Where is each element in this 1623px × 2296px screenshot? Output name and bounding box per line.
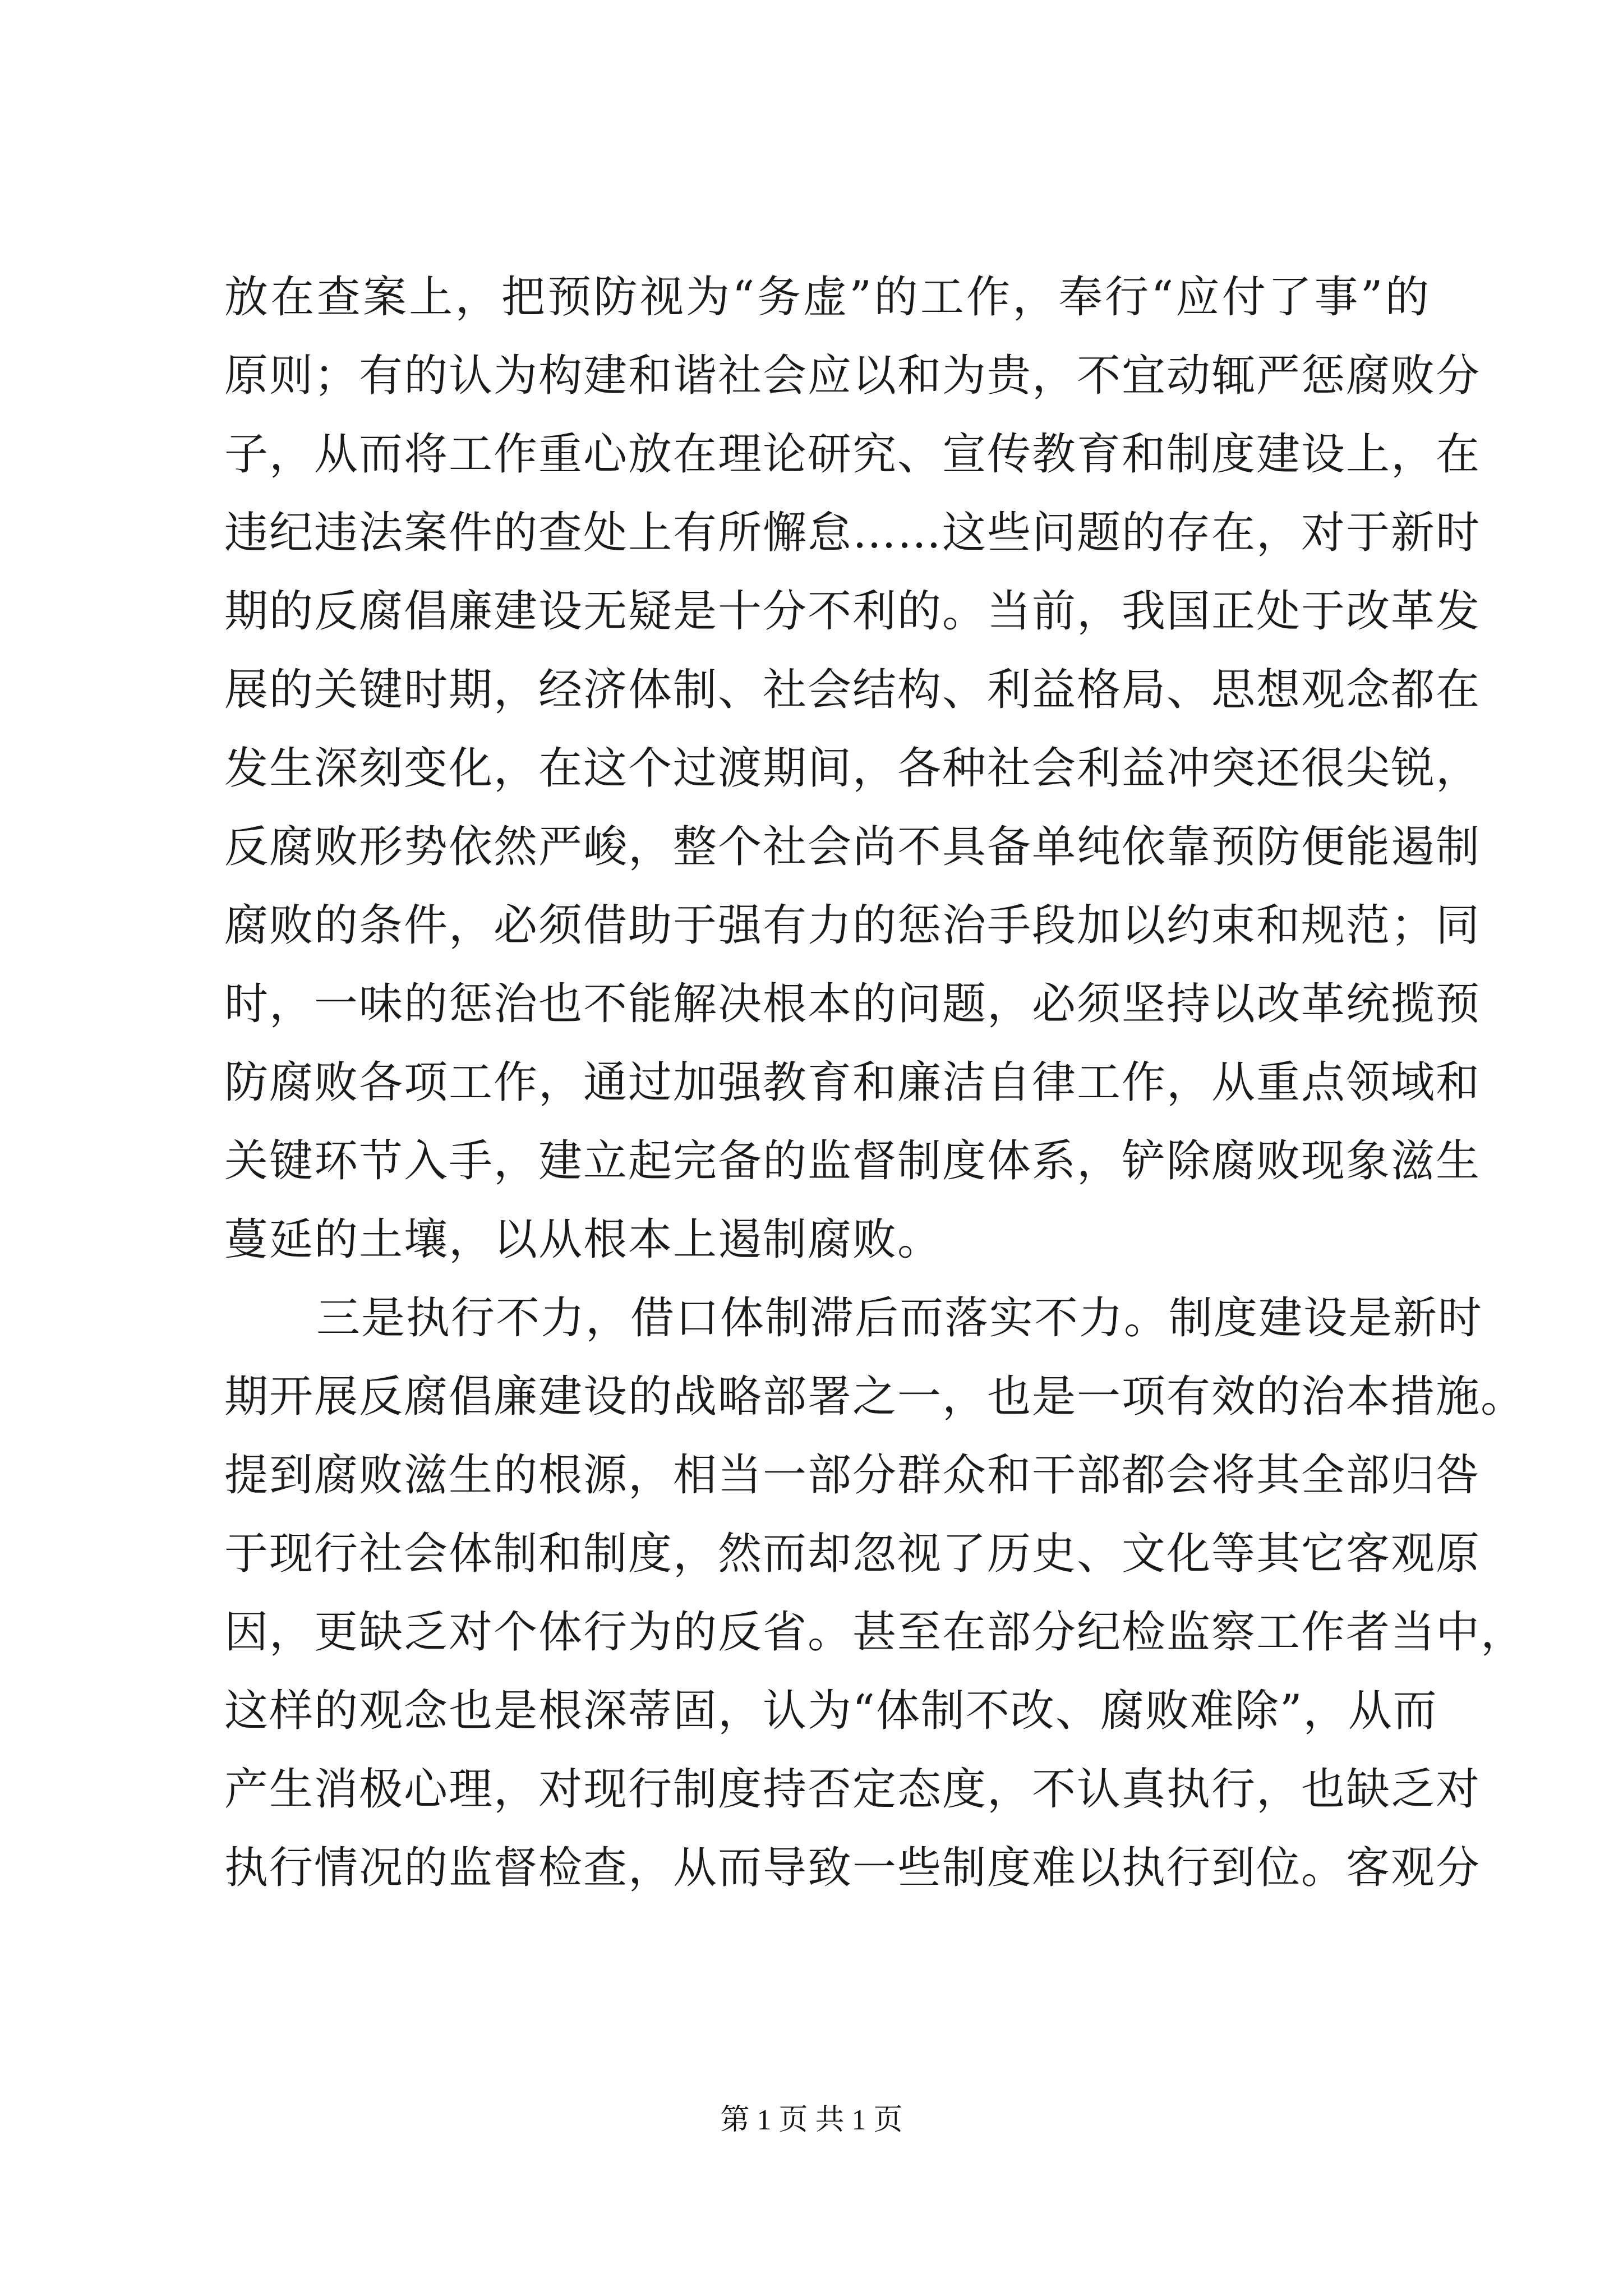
text-line: 期开展反腐倡廉建设的战略部署之一，也是一项有效的治本措施。 [224, 1372, 1526, 1422]
text-line: 因，更缺乏对个体行为的反省。甚至在部分纪检监察工作者当中， [224, 1607, 1526, 1658]
text-line: 子，从而将工作重心放在理论研究、宣传教育和制度建设上，在 [224, 429, 1481, 480]
text-line: 原则；有的认为构建和谐社会应以和为贵，不宜动辄严惩腐败分 [224, 351, 1481, 401]
text-line: 腐败的条件，必须借助于强有力的惩治手段加以约束和规范；同 [224, 900, 1481, 951]
text-line: 发生深刻变化，在这个过渡期间，各种社会利益冲突还很尖锐， [224, 743, 1481, 794]
text-line: 违纪违法案件的查处上有所懈怠……这些问题的存在，对于新时 [224, 508, 1481, 558]
text-line: 于现行社会体制和制度，然而却忽视了历史、文化等其它客观原 [224, 1529, 1481, 1579]
page-number-footer: 第 1 页 共 1 页 [720, 2104, 903, 2136]
text-line: 这样的观念也是根深蒂固，认为“体制不改、腐败难除”，从而 [224, 1686, 1438, 1736]
text-line: 关键环节入手，建立起完备的监督制度体系，铲除腐败现象滋生 [224, 1136, 1481, 1186]
paragraph-1 [224, 258, 1481, 1279]
text-line: 反腐败形势依然严峻，整个社会尚不具备单纯依靠预防便能遏制 [224, 822, 1481, 872]
paragraph-2 [224, 1279, 1526, 1907]
text-line: 期的反腐倡廉建设无疑是十分不利的。当前，我国正处于改革发 [224, 586, 1481, 637]
text-line: 蔓延的土壤，以从根本上遏制腐败。 [224, 1214, 943, 1265]
text-line: 防腐败各项工作，通过加强教育和廉洁自律工作，从重点领域和 [224, 1057, 1481, 1108]
text-line: 执行情况的监督检查，从而导致一些制度难以执行到位。客观分 [224, 1843, 1481, 1893]
text-line: 展的关键时期，经济体制、社会结构、利益格局、思想观念都在 [224, 665, 1481, 715]
text-line: 产生消极心理，对现行制度持否定态度，不认真执行，也缺乏对 [224, 1764, 1481, 1815]
text-line: 放在查案上，把预防视为“务虚”的工作，奉行“应付了事”的 [224, 272, 1430, 323]
text-line: 提到腐败滋生的根源，相当一部分群众和干部都会将其全部归咎 [224, 1450, 1481, 1501]
text-line: 时，一味的惩治也不能解决根本的问题，必须坚持以改革统揽预 [224, 979, 1481, 1029]
text-line: 三是执行不力，借口体制滞后而落实不力。制度建设是新时 [316, 1293, 1483, 1343]
body-text [224, 258, 1526, 1907]
